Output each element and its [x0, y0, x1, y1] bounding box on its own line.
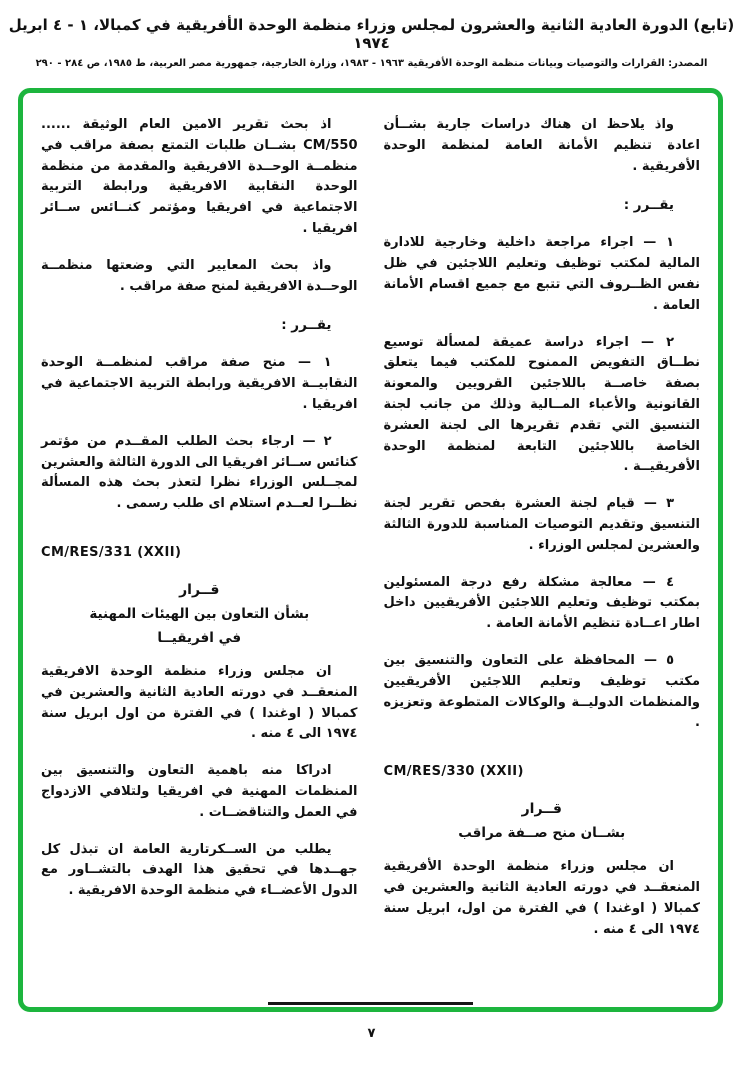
resolution-subtitle: بشــان منح صــفة مراقب — [458, 825, 626, 842]
paragraph-noting: واذ يلاحظ ان هناك دراسات جارية بشــأن اعادة تنظيم الأمانة العامة لمنظمة الوحدة الأفريقية . — [383, 117, 700, 174]
document-source-line: المصدر: القرارات والتوصيات وبيانات منظمة الوحدة الأفريقية ١٩٦٣ - ١٩٨٣، وزارة الخارجية، جمهورية مصر العربية، ط ١٩٨٥، ص ٢٨٤ - ٢٩٠ — [35, 58, 708, 69]
section-divider-rule — [268, 1002, 473, 1005]
page-number: ٧ — [367, 1026, 376, 1041]
resolution-item-4: ٤ — معالجة مشكلة رفع درجة المسئولين بمكتب توظيف وتعليم اللاجئين الأفريقيين داخل اطار اعــادة تنظيم الأمانة العامة . — [383, 574, 700, 632]
resolution-item-2: ٢ — اجراء دراسة عميقة لمسألة توسيع نطــاق التفويض الممنوح للمكتب فيما يتعلق بصفة خاصــة باللاجئين القرويين والمعونة القانونية والأعباء المــالية وذلك من جانب لجنة التنسيق التي تقدم تقريرها الى لجنة العشرة الخاصة باللاجئين التابعة لمنظمة الوحدة الأفريقيــة . — [383, 334, 700, 475]
resolution-item-5: ٥ — المحافظة على التعاون والتنسيق بين مكتب توظيف وتعليم اللاجئين الأفريقيين والمنظمات الدوليــة والوكالات المتطوعة وتعزيزه . — [383, 652, 700, 731]
resolution-subtitle-line2: في افريقيــا — [157, 629, 242, 646]
column-left — [41, 115, 358, 956]
document-title: (تابع) الدورة العادية الثانية والعشرون لمجلس وزراء منظمة الوحدة الأفريقية في كمبالا، ١ - ٤ ابريل ١٩٧٤ — [8, 16, 735, 52]
resolution-title: قــرار — [179, 581, 220, 598]
resolution-item-1: ١ — منح صفة مراقب لمنظمــة الوحدة النقابيــة الافريقية ورابطة التربية الاجتماعية في افريقيا . — [41, 355, 358, 412]
resolution-item-2: ٢ — ارجاء بحث الطلب المقــدم من مؤتمر كنائس ســائر افريقيا الى الدورة الثالثة والعشرين لمجــلس الوزراء نظرا لتعذر بحث هذه المسألة نظــرا لعــدم استلام اى طلب رسمى . — [41, 433, 358, 512]
paragraph-requests: يطلب من الســكرتارية العامة ان تبذل كل جهــدها في تحقيق هذا الهدف بالتشــاور مع الدول الأعضــاء في منظمة الوحدة الافريقية . — [41, 841, 358, 899]
two-column-layout — [41, 115, 700, 956]
resolution-reference-cm-res-331: CM/RES/331 (XXII) — [41, 544, 182, 560]
decides-heading: يقــرر : — [281, 317, 332, 334]
paragraph-aware: ادراكا منه باهمية التعاون والتنسيق بين المنظمات المهنية في افريقيا ولتلافي الازدواج في العمل والتناقضــات . — [41, 763, 358, 820]
resolution-item-3: ٣ — قيام لجنة العشرة بفحص تقرير لجنة التنسيق وتقديم التوصيات المناسبة للدورة الثالثة والعشرين لمجلس الوزراء . — [383, 496, 700, 553]
paragraph-council-session: ان مجلس وزراء منظمة الوحدة الافريقية المنعقــد في دورته العادية الثانية والعشرين في كمبالا ( اوغندا ) في الفترة من اول ابريل سنة ١٩٧٤ الى ٤ منه . — [41, 663, 358, 742]
resolution-item-1: ١ — اجراء مراجعة داخلية وخارجية للادارة المالية لمكتب توظيف وتعليم اللاجئين في ظل نفس الظــروف التي تتبع مع جميع اقسام الأمانة العامة . — [383, 235, 700, 313]
column-right — [384, 115, 701, 956]
resolution-subtitle-line1: بشأن التعاون بين الهيئات المهنية — [89, 605, 310, 622]
resolution-title: قــرار — [521, 801, 562, 818]
paragraph-considered-report: اذ بحث تقرير الامين العام الوثيقة ...... CM/550 بشــان طلبات التمتع بصفة مراقب في منظمــة الوحــدة الافريقية والمقدمة من منظمة الوحدة النقابية الافريقية ورابطة التربية الاجتماعية في افريقيا ومؤتمر كنــائس ســائر افريقيا . — [41, 117, 358, 236]
paragraph-criteria: واذ بحث المعايير التي وضعتها منظمــة الوحــدة الافريقية لمنح صفة مراقب . — [41, 257, 358, 294]
paragraph-council-session: ان مجلس وزراء منظمة الوحدة الأفريقية المنعقــد في دورته العادية الثانية والعشرين في كمبالا ( اوغندا ) في الفترة من اول، ابريل سنة ١٩٧٤ الى ٤ منه . — [383, 859, 700, 937]
decides-heading: يقــرر : — [623, 197, 674, 214]
resolution-reference-cm-res-330: CM/RES/330 (XXII) — [383, 764, 524, 780]
content-frame — [18, 88, 723, 1012]
